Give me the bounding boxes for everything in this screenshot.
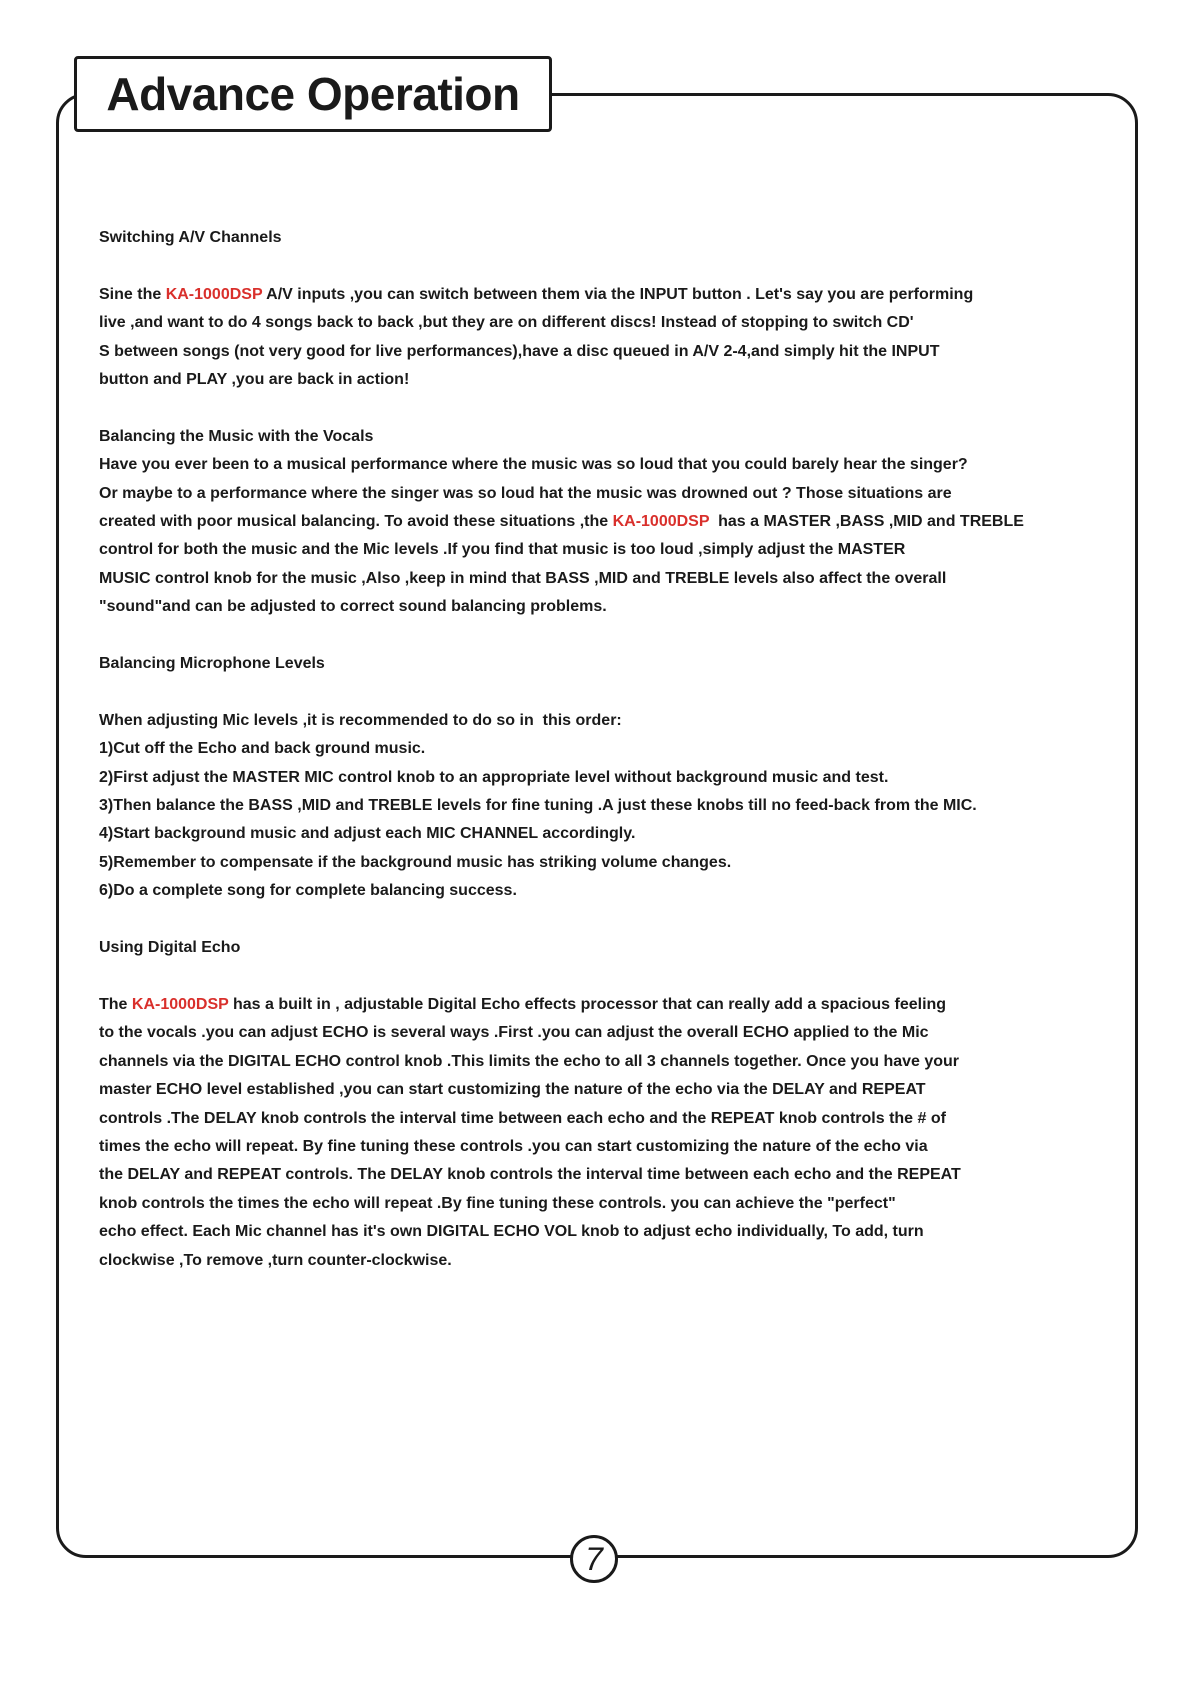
spacer <box>99 906 1111 934</box>
paragraph-line: Have you ever been to a musical performance where the music was so loud that you could barely hear the singer? <box>99 456 968 474</box>
title-box <box>74 56 552 132</box>
paragraph-line: control for both the music and the Mic levels .If you find that music is too loud ,simply adjust the MASTER <box>99 541 906 559</box>
text-segment: A/V inputs ,you can switch between them via the INPUT button . Let's say you are performing <box>262 285 974 303</box>
list-item: 3)Then balance the BASS ,MID and TREBLE levels for fine tuning .A just these knobs till no feed-back from the MIC. <box>99 797 977 815</box>
page-number: 7 <box>570 1535 618 1583</box>
paragraph-line: "sound"and can be adjusted to correct sound balancing problems. <box>99 598 607 616</box>
list-item: 4)Start background music and adjust each MIC CHANNEL accordingly. <box>99 825 636 843</box>
paragraph-line <box>99 508 1111 536</box>
paragraph-line: MUSIC control knob for the music ,Also ,keep in mind that BASS ,MID and TREBLE levels also affect the overall <box>99 569 947 587</box>
section-heading-switching: Switching A/V Channels <box>99 229 282 246</box>
content <box>99 224 1111 1275</box>
paragraph-line: Or maybe to a performance where the singer was so loud hat the music was drowned out ? Those situations are <box>99 484 952 502</box>
brand-name: KA-1000DSP <box>165 285 263 303</box>
list-item: 5)Remember to compensate if the background music has striking volume changes. <box>99 853 732 871</box>
section-heading-balancing-music: Balancing the Music with the Vocals <box>99 427 374 445</box>
text-segment: Sine the <box>99 285 166 303</box>
paragraph-line: clockwise ,To remove ,turn counter-clockwise. <box>99 1251 452 1269</box>
text-segment: has a built in , adjustable Digital Echo effects processor that can really add a spacious feeling <box>228 995 947 1013</box>
spacer <box>99 394 1111 422</box>
spacer <box>99 622 1111 650</box>
paragraph-line: echo effect. Each Mic channel has it's own DIGITAL ECHO VOL knob to adjust echo individually, To add, turn <box>99 1223 924 1241</box>
paragraph-line: S between songs (not very good for live performances),have a disc queued in A/V 2-4,and simply hit the INPUT <box>99 342 940 360</box>
paragraph-line <box>99 281 1111 309</box>
paragraph-line: channels via the DIGITAL ECHO control knob .This limits the echo to all 3 channels together. Once you have your <box>99 1052 960 1070</box>
spacer <box>99 252 1111 280</box>
text-segment: created with poor musical balancing. To avoid these situations ,the <box>99 513 613 531</box>
paragraph-line: When adjusting Mic levels ,it is recommended to do so in this order: <box>99 711 622 729</box>
list-item: 1)Cut off the Echo and back ground music. <box>99 740 426 758</box>
paragraph-line: controls .The DELAY knob controls the interval time between each echo and the REPEAT knob controls the # of <box>99 1109 946 1127</box>
section-heading-mic-levels: Balancing Microphone Levels <box>99 655 325 673</box>
spacer <box>99 962 1111 990</box>
paragraph-line: times the echo will repeat. By fine tuning these controls .you can start customizing the nature of the echo via <box>99 1137 928 1155</box>
paragraph-line <box>99 991 1111 1019</box>
brand-name: KA-1000DSP <box>131 995 229 1013</box>
list-item: 2)First adjust the MASTER MIC control knob to an appropriate level without background music and test. <box>99 768 889 786</box>
list-item: 6)Do a complete song for complete balancing success. <box>99 882 517 900</box>
section-heading-echo: Using Digital Echo <box>99 939 241 957</box>
spacer <box>99 678 1111 706</box>
paragraph-line: knob controls the times the echo will repeat .By fine tuning these controls. you can achieve the "perfect" <box>99 1194 896 1212</box>
text-segment: The <box>99 995 132 1013</box>
page-title: Advance Operation <box>106 68 520 120</box>
paragraph-line: live ,and want to do 4 songs back to back ,but they are on different discs! Instead of stopping to switch CD' <box>99 314 914 332</box>
paragraph-line: the DELAY and REPEAT controls. The DELAY knob controls the interval time between each echo and the REPEAT <box>99 1166 961 1184</box>
paragraph-line: to the vocals .you can adjust ECHO is several ways .First .you can adjust the overall ECHO applied to the Mic <box>99 1024 929 1042</box>
text-segment: has a MASTER ,BASS ,MID and TREBLE <box>709 513 1024 531</box>
paragraph-line: button and PLAY ,you are back in action! <box>99 371 410 389</box>
paragraph-line: master ECHO level established ,you can start customizing the nature of the echo via the DELAY and REPEAT <box>99 1081 926 1099</box>
brand-name: KA-1000DSP <box>612 513 710 531</box>
